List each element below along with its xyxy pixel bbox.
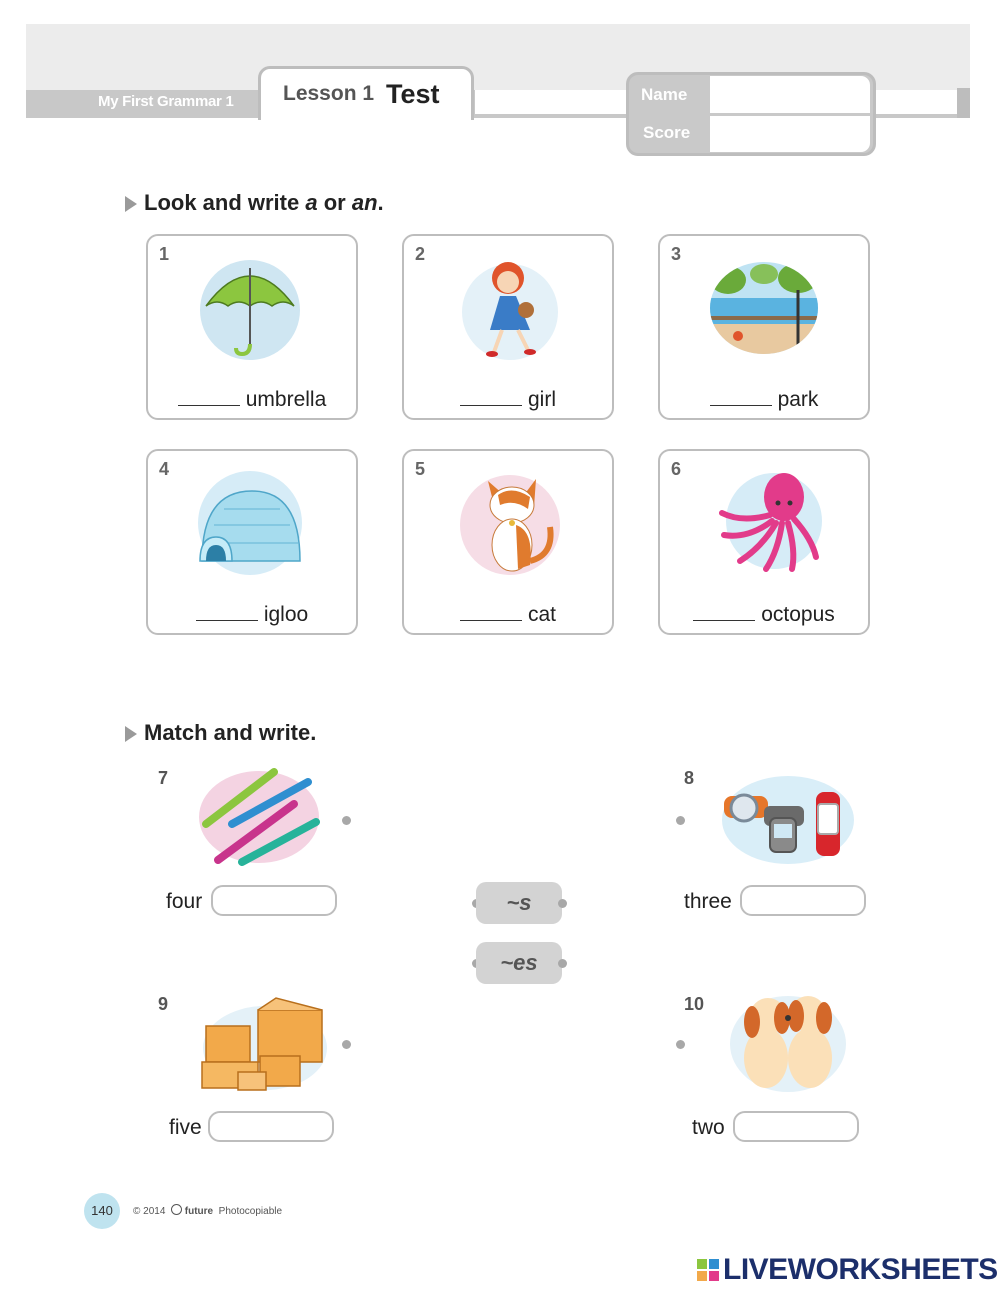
photocopiable-note: Photocopiable	[218, 1206, 283, 1217]
count-word: five	[169, 1116, 202, 1139]
answer-blank[interactable]	[178, 389, 240, 406]
card-word: park	[777, 388, 819, 411]
section-arrow-icon	[125, 726, 137, 742]
answer-blank[interactable]	[196, 604, 258, 621]
exercise-card-2	[402, 234, 614, 420]
copyright-text: © 2014	[133, 1206, 166, 1217]
section-arrow-icon	[125, 196, 137, 212]
answer-blank[interactable]	[693, 604, 755, 621]
book-title: My First Grammar 1	[98, 93, 234, 110]
score-field[interactable]	[710, 116, 870, 152]
card-word-line	[404, 603, 612, 627]
umbrella-picture	[194, 250, 306, 362]
section2-title: Match and write.	[144, 720, 317, 745]
card-word: umbrella	[245, 388, 327, 411]
page-number-badge: 140	[84, 1193, 120, 1229]
section1-title-text: Look and write	[144, 190, 306, 215]
item-number: 1	[159, 244, 170, 264]
igloo-picture	[194, 465, 306, 577]
publisher-name: future	[184, 1206, 214, 1217]
answer-field[interactable]	[733, 1111, 859, 1142]
answer-field[interactable]	[208, 1111, 334, 1142]
watches-picture	[718, 766, 858, 870]
lesson-type: Test	[386, 79, 440, 109]
pens-picture	[196, 764, 322, 870]
match-dot[interactable]	[558, 959, 567, 968]
header-bar-end	[957, 88, 970, 118]
boxes-picture	[198, 996, 332, 1094]
section1-title-a: a	[305, 190, 318, 215]
copyright-line	[133, 1204, 282, 1217]
match-dot[interactable]	[342, 816, 351, 825]
publisher-logo-icon	[171, 1204, 182, 1215]
count-word: four	[166, 890, 203, 913]
item-number: 4	[159, 459, 170, 479]
answer-blank[interactable]	[710, 389, 772, 406]
card-word-line	[660, 603, 868, 627]
card-word: octopus	[761, 603, 835, 626]
card-word-line	[148, 388, 356, 412]
match-dot[interactable]	[676, 816, 685, 825]
name-field[interactable]	[710, 76, 870, 113]
cat-picture	[454, 465, 566, 577]
exercise-card-5	[402, 449, 614, 635]
card-word-line	[404, 388, 612, 412]
lesson-label: Lesson 1	[283, 82, 375, 105]
card-word-line	[148, 603, 356, 627]
item-number: 10	[684, 994, 705, 1014]
item-number: 2	[415, 244, 426, 264]
girl-picture	[454, 250, 566, 362]
match-dot[interactable]	[558, 899, 567, 908]
item-number: 6	[671, 459, 682, 479]
octopus-picture	[712, 465, 824, 577]
liveworksheets-mark-icon	[697, 1259, 719, 1281]
suffix-es[interactable]: ~es	[476, 942, 562, 984]
item-number: 9	[158, 994, 169, 1014]
park-picture	[708, 250, 820, 362]
section1-title-an: an	[351, 190, 378, 215]
answer-field[interactable]	[211, 885, 337, 916]
section1-title-period: .	[377, 190, 384, 215]
exercise-card-3	[658, 234, 870, 420]
card-word: cat	[527, 603, 556, 626]
liveworksheets-text: LIVEWORKSHEETS	[723, 1253, 998, 1286]
card-word-line	[660, 388, 868, 412]
liveworksheets-logo	[697, 1253, 998, 1287]
match-dot[interactable]	[676, 1040, 685, 1049]
card-word: igloo	[263, 603, 309, 626]
exercise-card-1	[146, 234, 358, 420]
answer-blank[interactable]	[460, 389, 522, 406]
answer-blank[interactable]	[460, 604, 522, 621]
item-number: 7	[158, 768, 169, 788]
count-word: three	[684, 890, 732, 913]
answer-field[interactable]	[740, 885, 866, 916]
score-label: Score	[643, 123, 691, 142]
item-number: 5	[415, 459, 426, 479]
exercise-card-4	[146, 449, 358, 635]
match-dot[interactable]	[342, 1040, 351, 1049]
item-number: 8	[684, 768, 695, 788]
exercise-card-6	[658, 449, 870, 635]
section1-title-or: or	[317, 190, 352, 215]
dogs-picture	[726, 988, 850, 1096]
suffix-s[interactable]: ~s	[476, 882, 562, 924]
section1-title	[144, 190, 384, 216]
card-word: girl	[527, 388, 556, 411]
item-number: 3	[671, 244, 682, 264]
count-word: two	[692, 1116, 725, 1139]
name-label: Name	[641, 85, 688, 104]
